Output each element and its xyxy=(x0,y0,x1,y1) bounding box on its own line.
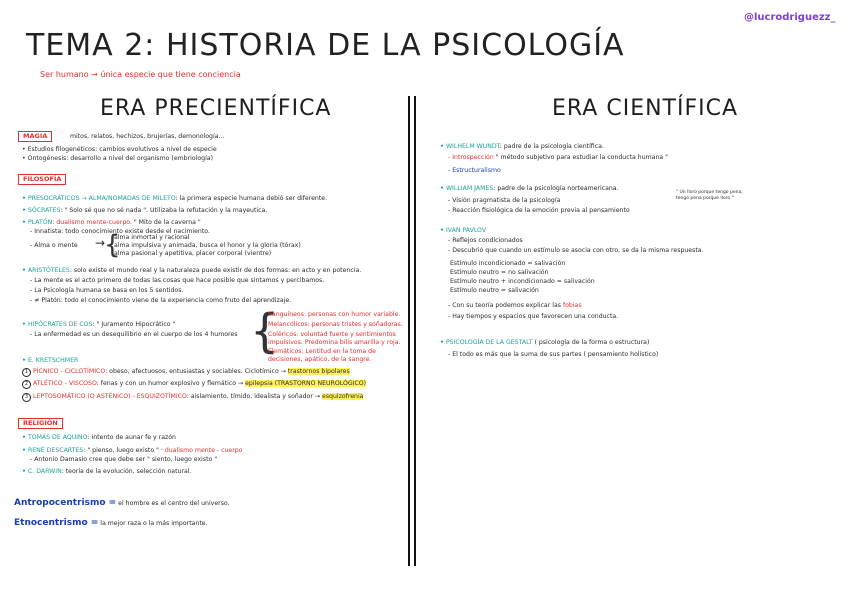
column-divider-left xyxy=(408,96,410,566)
aristoteles-line: • ARISTÓTELES: solo existe el mundo real y la naturaleza puede existir de dos formas: en acto y en potencia. xyxy=(22,267,362,274)
alma-brace: { xyxy=(104,230,121,260)
wundt-introspeccion: - Introspección " método subjetivo para estudiar la conducta humana " xyxy=(448,154,668,161)
humor-melancolicos: Melancólicos: personas tristes y soñadoras. xyxy=(268,321,403,328)
estimulo-1: Estímulo incondicionado = salivación xyxy=(450,260,566,267)
darwin-line: • C. DARWIN: teoría de la evolución, selección natural. xyxy=(22,468,192,475)
hipocrates-sub: - La enfermedad es un desequilibrio en el cuerpo de los 4 humores xyxy=(30,331,238,338)
kretschmer-item-1: 1 PÍCNICO - CICLOTÍMICO: obeso, afectuosos, entusiastas y sociables. Ciclotímico → trastornos bipolares xyxy=(22,368,350,377)
humores-brace: { xyxy=(250,304,280,358)
james-sub-2: - Reacción fisiológica de la emoción previa al pensamiento xyxy=(448,207,630,214)
pavlov-line: • IVAN PAVLOV xyxy=(440,227,487,234)
kretschmer-line: • E. KRETSCHMER xyxy=(22,357,79,364)
filosofia-box: FILOSOFÍA xyxy=(18,174,66,185)
kretschmer-item-2: 2 ATLÉTICO - VISCOSO: fenas y con un humor explosivo y flemático → epilepsia (TRASTORNO NEUROLÓGICO) xyxy=(22,380,366,389)
pavlov-tiempos: - Hay tiempos y espacios que favorecen una conducta. xyxy=(448,313,619,320)
magia-item-2: • Ontogénesis: desarrollo a nivel del organismo (embriología) xyxy=(22,155,214,162)
humor-sanguineos: Sanguíneos: personas con humor variable. xyxy=(268,311,401,318)
wundt-line: • WILHELM WUNDT: padre de la psicología científica. xyxy=(440,143,604,150)
wundt-estructuralismo: - Estructuralismo xyxy=(448,167,501,174)
humor-colericos: Coléricos: voluntad fuerte y sentimientos impulsivos. Predomina bilis amarilla y roja. xyxy=(268,331,401,346)
religion-box: RELIGIÓN xyxy=(18,418,63,429)
gestalt-sub: - El todo es más que la suma de sus partes ( pensamiento holístico) xyxy=(448,351,659,358)
james-sub-1: - Visión pragmatista de la psicología xyxy=(448,197,561,204)
kretschmer-item-3: 3 LEPTOSOMÁTICO (O ASTÉNICO) - ESQUIZOTÍMICO: aislamiento, tímido, idealista y soñador → esquizofrenia xyxy=(22,393,363,402)
james-line: • WILLIAM JAMES: padre de la psicología norteamericana. xyxy=(440,185,619,192)
estimulo-2: Estímulo neutro = no salivación xyxy=(450,269,549,276)
socrates-line: • SÓCRATES: " Solo sé que no sé nada ". Utilizaba la refutación y la mayeutica. xyxy=(22,207,268,214)
author-handle: @lucrodriguezz_ xyxy=(744,12,836,23)
pavlov-fobias: - Con su teoría podemos explicar las fobias xyxy=(448,302,582,309)
page-subtitle: Ser humano → única especie que tiene conciencia xyxy=(40,70,241,79)
antropocentrismo-line: Antropocentrismo = el hombre es el centro del universo. xyxy=(14,498,230,508)
humor-flematicos: Flemáticos: Lentitud en la toma de decisiones, apático, de la sangre. xyxy=(268,348,376,363)
column-divider-right xyxy=(414,96,416,566)
estimulo-4: Estímulo neutro = salivación xyxy=(450,287,539,294)
estimulo-3: Estímulo neutro + incondicionado = salivación xyxy=(450,278,595,285)
aristoteles-sub-3: - ≠ Platón: todo el conocimiento viene de la experiencia como fruto del aprendizaje. xyxy=(30,297,292,304)
alma-line-1: alma inmortal y racional xyxy=(114,234,190,241)
aquino-line: • TOMÁS DE AQUINO: intento de aunar fe y razón xyxy=(22,434,176,441)
magia-box: MAGIA xyxy=(18,131,52,142)
pavlov-sub-1: - Reflejos condicionados xyxy=(448,237,523,244)
descartes-sub: - Antonio Damasio cree que debe ser " siento, luego existo " xyxy=(30,456,218,463)
aristoteles-sub-2: - La Psicología humana se basa en los 5 sentidos. xyxy=(30,287,184,294)
gestalt-line: • PSICOLOGÍA DE LA GESTALT ( psicología de la forma o estructura) xyxy=(440,339,650,346)
era-cientifica-heading: ERA CIENTÍFICA xyxy=(552,96,739,121)
hipocrates-line: • HIPÓCRATES DE COS: " Juramento Hipocrático " xyxy=(22,321,176,328)
presocraticos-line: • PRESOCRÁTICOS → ALMA/NOMADAS DE MILETO: la primera especie humana debió ser diferente. xyxy=(22,195,328,202)
james-note: " Un lloro porque tengo pena, tengo pena porque lloro " xyxy=(676,190,743,201)
descartes-line: • RENÉ DESCARTES: " pienso, luego existo " · dualismo mente - cuerpo xyxy=(22,447,243,454)
etnocentrismo-line: Etnocentrismo = la mejor raza o la más importante. xyxy=(14,518,208,528)
platon-innatista: - Innatista: todo conocimiento existe desde el nacimiento. xyxy=(30,228,210,235)
platon-line: • PLATÓN: dualismo mente-cuerpo. " Mito de la caverna " xyxy=(22,219,201,226)
magia-desc: mitos, relatos, hechizos, brujerías, demonología... xyxy=(70,133,225,140)
alma-arrow: → xyxy=(95,236,106,250)
page-title: TEMA 2: HISTORIA DE LA PSICOLOGÍA xyxy=(26,28,625,63)
pavlov-sub-2: - Descubrió que cuando un estímulo se asocia con otro, se da la misma respuesta. xyxy=(448,247,704,254)
platon-alma-mente: - Alma o mente xyxy=(30,242,78,249)
aristoteles-sub-1: - La mente es el acto primero de todas las cosas que hace posible que sintamos y percibamos. xyxy=(30,277,325,284)
magia-item-1: • Estudios filogenéticos: cambios evolutivos a nivel de especie xyxy=(22,146,217,153)
alma-line-2: alma impulsiva y animada, busca el honor y la gloria (tórax) xyxy=(114,242,301,249)
alma-line-3: alma pasional y apetitiva, placer corporal (vientre) xyxy=(114,250,272,257)
era-precientifica-heading: ERA PRECIENTÍFICA xyxy=(100,96,332,121)
